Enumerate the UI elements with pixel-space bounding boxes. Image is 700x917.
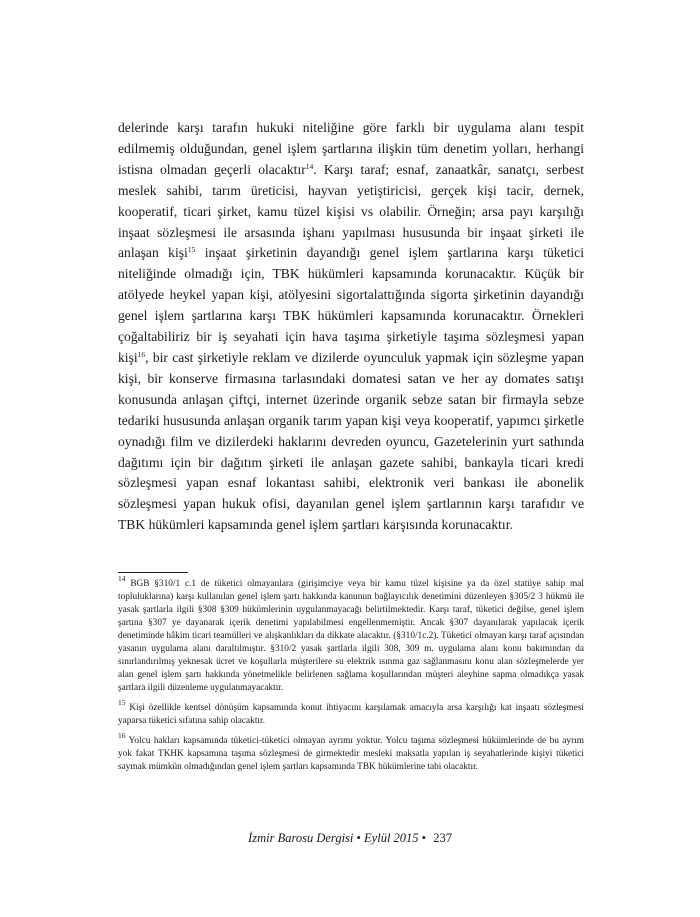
footnote-text: BGB §310/1 c.1 de tüketici olmayanlara (girişimciye veya bir kamu tüzel kişisine ya da özel statüye sahip mal topluluklarına) karşı kullanılan genel işlem şartı hakkında kanunun bağlayıcılık denetimini düzenleyen §305/2 3 hükmü ile yasak şartlarla ilgili §308 §309 hükümlerinin uygulanmayacağı belirtilmektedir. Karşı taraf, tüketici değilse, genel işlem şartına §307 ye dayanarak içerik denetimi yapılabilmesi engellenmemiştir. Ancak §307 dayanılarak yapılacak içerik denetiminde hâkim ticari teamülleri ve alışkanlıkları da dikkate alacaktır. (§310/1c.2). Tüketici olmayan karşı taraf açısından yasanın uygulama alanı daraltılmıştır. §310/2 yasak şartlarla ilgili 308, 309 m. uygulama alanı konu bakımından da sınırlandırılmış yeknesak ücret ve koşullarla müşterilere su elektrik ısınma gaz sağlanmasını konu alan sözleşmelerde yer alan genel işlem şartı hakkında yönetmelikle belirlenen sağlama koşullarından müşteri aleyhine sapma olmadıkça yasak şartlara ilgili düzenleme uygulanmayacaktır.	[118, 579, 584, 693]
text-segment: delerinde karşı tarafın hukuki niteliğine göre farklı bir uygulama alanı tespit edilmemiş olduğundan, genel işlem şartlarına ilişkin tüm denetim yolları, herhangi istisna olmadan geçerli olacaktır	[118, 120, 584, 177]
footnote-text: Kişi özellikle kentsel dönüşüm kapsamında konut ihtiyacını karşılamak amacıyla arsa karşılığı kat inşaatı sözleşmesi yaparsa tüketici sıfatına sahip olacaktır.	[118, 703, 584, 726]
footnote-number: 14	[118, 574, 126, 583]
footnote-text: Yolcu hakları kapsamında tüketici-tüketici olmayan ayrımı yoktur. Yolcu taşıma sözleşmesi hükümlerinde de bu ayrım yok fakat TKHK kapsamına taşıma sözleşmesi de girmektedir mesleki maksatla yapılan iş seyahatlerinde kişiyi tüketici saymak mümkün olmadığından genel işlem şartları kapsamında TBK hükümlerine tabi olacaktır.	[118, 736, 584, 772]
footnotes	[118, 574, 584, 781]
footnote-number: 16	[118, 731, 126, 740]
page-number: 237	[433, 831, 452, 845]
footnote-number: 15	[118, 698, 126, 707]
text-segment: , bir cast şirketiyle reklam ve dizilerde oyunculuk yapmak için sözleşme yapan kişi, bir konserve firmasına tarlasındaki domatesi satan ve her ay domates satışı konusunda anlaşan çiftçi, internet üzerinde organik sebze satan bir firmayla sebze tedariki hususunda anlaşan organik tarım yapan kişi veya kooperatif, yapımcı şirketle oynadığı film ve dizilerdeki haklarını devreden oyuncu, Gazetelerinin yurt sathında dağıtımı için bir dağıtım şirketi ile anlaşan gazete sahibi, bankayla ticari kredi sözleşmesi yapan esnaf lokantası sahibi, elektronik veri bankası ile abonelik sözleşmesi yapan hukuk ofisi, dayanılan genel işlem şartlarının karşı tarafıdır ve TBK hükümleri kapsamında genel işlem şartları karşısında korunacaktır.	[118, 349, 584, 533]
footnote-ref-15[interactable]: 15	[187, 245, 196, 255]
body-paragraph	[118, 118, 584, 536]
footnote-15	[118, 698, 584, 728]
footnote-ref-16[interactable]: 16	[137, 349, 146, 359]
footer-separator: •	[356, 831, 361, 845]
text-segment: . Karşı taraf; esnaf, zanaatkâr, sanatçı, serbest meslek sahibi, tarım üreticisi, hayvan yetiştiricisi, gerçek kişi tacir, dernek, kooperatif, ticari şirket, kamu tüzel kişisi vs olabilir. Örneğin; arsa payı karşılığı inşaat sözleşmesi ile arsasında işhanı yapılması hususunda bir inşaat şirketi ile anlaşan kişi	[118, 161, 584, 261]
issue-date: Eylül 2015	[364, 831, 419, 845]
journal-name: İzmir Barosu Dergisi	[248, 831, 354, 845]
page-footer	[0, 831, 700, 846]
text-segment: inşaat şirketinin dayandığı genel işlem şartlarına karşı tüketici niteliğinde olmadığı için, TBK hükümleri kapsamında korunacaktır. Küçük bir atölyede heykel yapan kişi, atölyesini sigortalattığında sigorta şirketinin dayandığı genel işlem şartlarına karşı TBK hükümleri kapsamında korunacaktır. Örnekleri çoğaltabiliriz bir iş seyahati için hava taşıma şirketiyle taşıma sözleşmesi yapan kişi	[118, 245, 584, 365]
footnote-16	[118, 731, 584, 774]
footnote-ref-14[interactable]: 14	[305, 161, 314, 171]
footnote-14	[118, 574, 584, 695]
footnote-divider	[118, 572, 188, 573]
main-text	[118, 118, 584, 536]
footer-separator: •	[421, 831, 427, 845]
